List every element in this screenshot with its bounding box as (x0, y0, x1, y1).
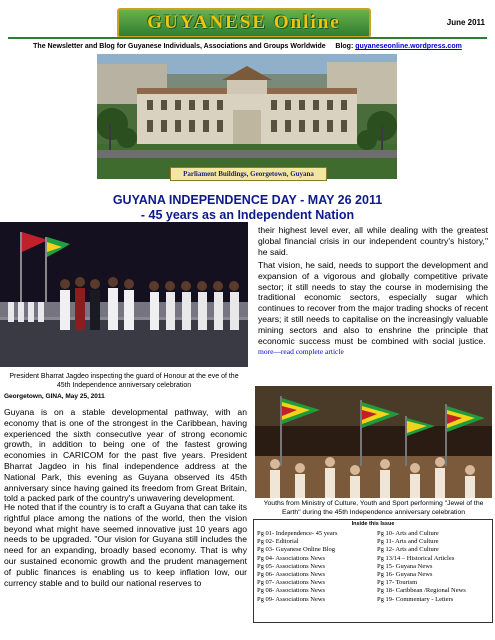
article-paragraph-1: Guyana is on a stable developmental pathway, with an economy that is one of the strongest in the Caribbean, having experienced the sixth consecutive year of strong economic growth, in addition to being one of the fastest growing economies in CARICOM for the past five years. President Bharrat Jagdeo in his final independence address at the National Park, this evening as Guyana observed its 45th anniversary since having gained its freedom from Great Britain, told a packed park of the country's unwavering development. (4, 407, 247, 504)
inside-this-issue-box (253, 519, 493, 623)
toc-item: Pg 16- Guyana News (377, 571, 433, 579)
newsletter-logo (117, 8, 371, 38)
guard-of-honour-photo (0, 222, 248, 367)
toc-item: Pg 07- Associations News (257, 579, 326, 587)
blog-link[interactable]: guyaneseonline.wordpress.com (355, 43, 462, 50)
toc-item: Pg 15- Guyana News (377, 562, 433, 570)
tagline-text: The Newsletter and Blog for Guyanese Individuals, Associations and Groups Worldwide (33, 43, 326, 50)
issue-date: June 2011 (446, 18, 485, 27)
toc-column-1 (257, 530, 338, 604)
article-paragraph-3: their highest level ever, all while dealing with the greatest global financial crisis in our independent country's history," he said. (258, 225, 488, 257)
toc-item: Pg 10- Arts and Culture (377, 530, 439, 537)
toc-item: Pg 06- Associations News (257, 571, 326, 579)
jewel-of-the-earth-photo (255, 386, 492, 498)
parliament-photo-caption: Parliament Buildings, Georgetown, Guyana (170, 167, 327, 181)
logo-text: GUYANESE Online (147, 12, 341, 33)
jewel-of-the-earth-caption: Youths from Ministry of Culture, Youth and Sport performing "Jewel of the Earth" during the 45th Independence anniversary celebration (263, 500, 484, 516)
headline-line2: - 45 years as an Independent Nation (140, 208, 355, 222)
tagline (8, 43, 487, 50)
read-more-link[interactable]: more—read complete article (258, 347, 344, 357)
toc-item: Pg 02- Editorial (257, 538, 299, 546)
toc-item: Pg 12- Arts and Culture (377, 546, 439, 554)
article-paragraph-4 (258, 260, 488, 358)
parliament-photo (97, 54, 397, 179)
article-byline: Georgetown, GINA, May 25, 2011 (4, 393, 105, 400)
guard-of-honour-caption: President Bharrat Jagdeo inspecting the guard of Honour at the eve of the 45th Independence anniversary celebration (9, 373, 239, 389)
toc-item: Pg 08- Associations News (257, 587, 326, 595)
toc-item: Pg 09- Associations News (257, 595, 326, 603)
toc-item: Pg 13/14 – Historical Articles (377, 554, 455, 562)
toc-item: Pg 17- Tourism (377, 579, 418, 587)
toc-item: Pg 03- Guyanese Online Blog (257, 546, 335, 554)
toc-item: Pg 04- Associations News (257, 554, 326, 562)
toc-item: Pg 11- Arts and Culture (377, 538, 439, 546)
toc-item: Pg 01- Independence- 45 years (257, 530, 338, 537)
article-paragraph-2: He noted that if the country is to craft a Guyana that can take its rightful place among the nations of the world, then the vision beyond what might have seemed innovative just 10 years ago needs to be upgraded. "Our vision for Guyana still includes the need for an expanding, broadly based economy. That is why our sustained economic growth and the prudent management of public finances is enabling us to keep inflation low, our currency stable and to build our national reserves to (4, 502, 247, 588)
toc-item: Pg 18- Caribbean /Regional News (377, 587, 466, 595)
toc-column-2 (377, 530, 466, 604)
toc-item: Pg 19- Commentary - Letters (377, 595, 454, 603)
article-paragraph-4-text: That vision, he said, needs to support the development and expansion of a vigorous and globally competitive private sector; it still needs to stay the course in modernising the traditional economic sectors, especially sugar which continues to recover from the major trading shocks of recent years; it still needs to capitalise on the increasingly valuable mining sectors and also to enshrine the principle that economic success must be combined with social justice. (258, 260, 488, 346)
toc-item: Pg 05- Associations News (257, 562, 326, 570)
headline (10, 193, 485, 223)
blog-label: Blog: (335, 43, 354, 50)
toc-title: Inside this Issue (351, 521, 395, 527)
header-divider (8, 37, 487, 39)
headline-line1: GUYANA INDEPENDENCE DAY - MAY 26 2011 (112, 193, 383, 207)
